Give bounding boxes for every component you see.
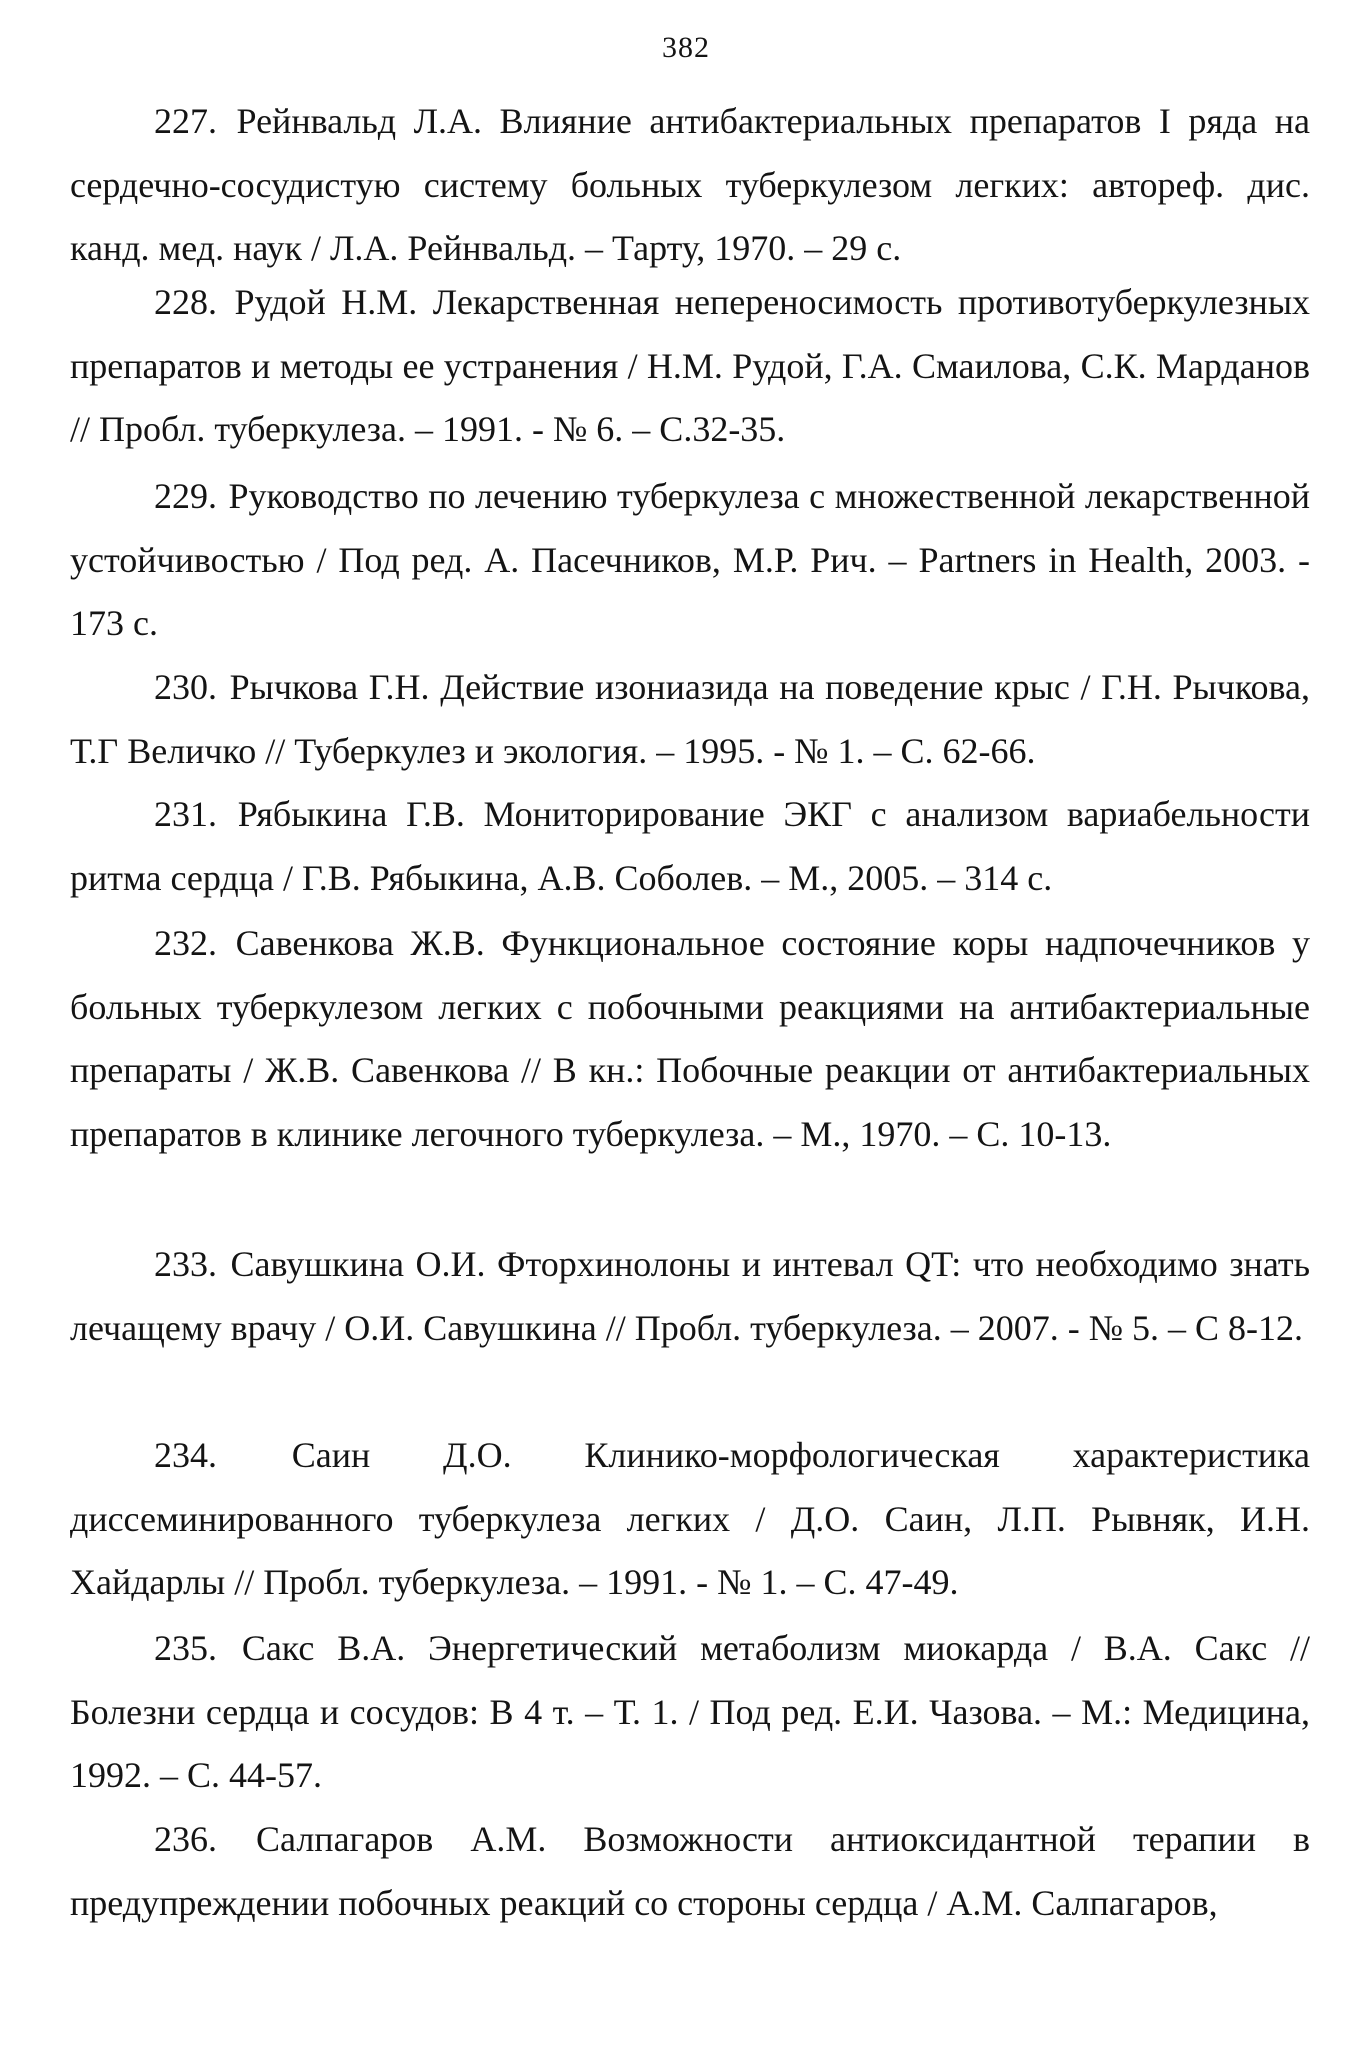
reference-number: 234. <box>154 1435 217 1475</box>
reference-234 <box>70 1424 1310 1615</box>
reference-text: Савенкова Ж.В. Функциональное состояние коры надпочечников у больных туберкулезом легких с побочными реакциями на антибактериальные препараты / Ж.В. Савенкова // В кн.: Побочные реакции от антибактериальных препаратов в клинике легочного туберкулеза. – М., 1970. – С. 10-13. <box>70 923 1311 1154</box>
page-number: 382 <box>662 31 710 64</box>
reference-number: 228. <box>154 282 217 322</box>
reference-228 <box>70 271 1310 462</box>
reference-text: Руководство по лечению туберкулеза с множественной лекарственной устойчивостью / Под ред. А. Пасечников, М.Р. Рич. – Partners in Health, 2003. - 173 с. <box>70 476 1310 643</box>
reference-231 <box>70 783 1310 910</box>
reference-text: Сакс В.А. Энергетический метаболизм миокарда / В.А. Сакс // Болезни сердца и сосудов: В 4 т. – Т. 1. / Под ред. Е.И. Чазова. – М.: Медицина, 1992. – С. 44-57. <box>70 1628 1310 1795</box>
reference-number: 231. <box>154 794 217 834</box>
reference-text: Саин Д.О. Клинико-морфологическая характеристика диссеминированного туберкулеза легких / Д.О. Саин, Л.П. Рывняк, И.Н. Хайдарлы // Пробл. туберкулеза. – 1991. - № 1. – С. 47-49. <box>70 1435 1310 1602</box>
reference-235 <box>70 1617 1310 1808</box>
reference-number: 229. <box>154 476 217 516</box>
reference-227 <box>70 90 1310 281</box>
reference-233 <box>70 1233 1310 1360</box>
reference-230 <box>70 656 1310 783</box>
reference-number: 236. <box>154 1819 217 1859</box>
reference-text: Рычкова Г.Н. Действие изониазида на поведение крыс / Г.Н. Рычкова, Т.Г Величко // Туберкулез и экология. – 1995. - № 1. – С. 62-66. <box>70 667 1311 771</box>
reference-number: 227. <box>154 101 217 141</box>
reference-number: 230. <box>154 667 217 707</box>
reference-number: 233. <box>154 1244 217 1284</box>
reference-text: Рудой Н.М. Лекарственная непереносимость противотуберкулезных препаратов и методы ее устранения / Н.М. Рудой, Г.А. Смаилова, С.К. Марданов // Пробл. туберкулеза. – 1991. - № 6. – С.32-35. <box>70 282 1311 449</box>
reference-text: Салпагаров А.М. Возможности антиоксидантной терапии в предупреждении побочных реакций со стороны сердца / А.М. Салпагаров, <box>70 1819 1310 1923</box>
reference-number: 235. <box>154 1628 217 1668</box>
reference-232 <box>70 912 1310 1166</box>
reference-236 <box>70 1808 1310 1935</box>
reference-text: Савушкина О.И. Фторхинолоны и интевал QT: что необходимо знать лечащему врачу / О.И. Савушкина // Пробл. туберкулеза. – 2007. - № 5. – С 8-12. <box>70 1244 1311 1348</box>
reference-229 <box>70 465 1310 656</box>
reference-text: Рябыкина Г.В. Мониторирование ЭКГ с анализом вариабельности ритма сердца / Г.В. Рябыкина, А.В. Соболев. – М., 2005. – 314 с. <box>70 794 1310 898</box>
reference-number: 232. <box>154 923 217 963</box>
reference-text: Рейнвальд Л.А. Влияние антибактериальных препаратов I ряда на сердечно-сосудистую систему больных туберкулезом легких: автореф. дис. канд. мед. наук / Л.А. Рейнвальд. – Тарту, 1970. – 29 с. <box>70 101 1311 268</box>
